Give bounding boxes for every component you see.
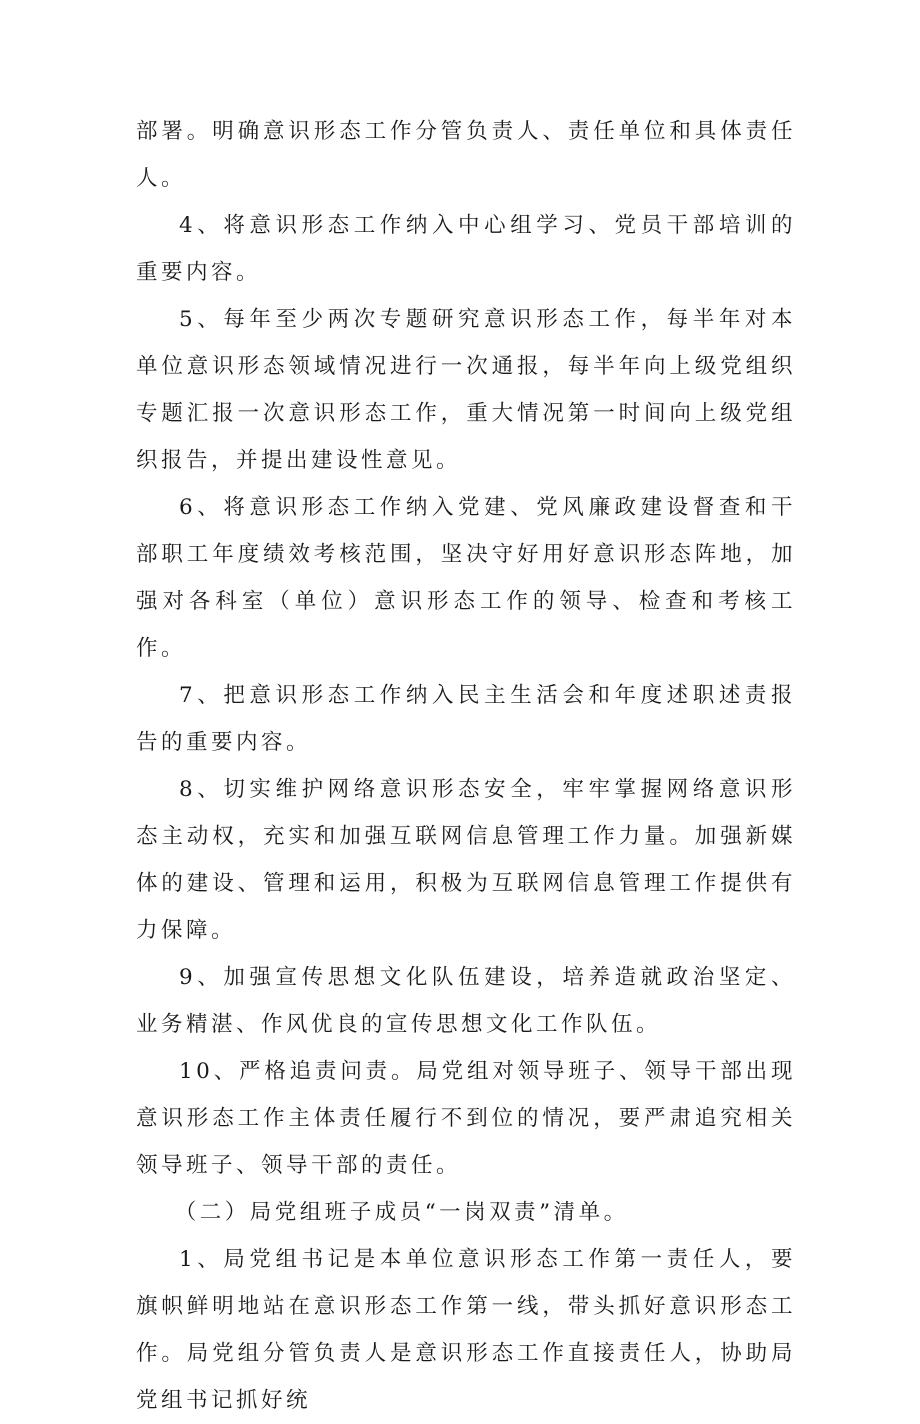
list-item-10: 10、严格追责问责。局党组对领导班子、领导干部出现意识形态工作主体责任履行不到位的情况，要严肃追究相关领导班子、领导干部的责任。 bbox=[136, 1059, 796, 1178]
document-page bbox=[136, 108, 796, 1424]
list-item-5: 5、每年至少两次专题研究意识形态工作，每半年对本单位意识形态领域情况进行一次通报，每半年向上级党组织专题汇报一次意识形态工作，重大情况第一时间向上级党组织报告，并提出建设性意见。 bbox=[136, 307, 796, 473]
list-item-4: 4、将意识形态工作纳入中心组学习、党员干部培训的重要内容。 bbox=[136, 213, 796, 285]
list-item-6: 6、将意识形态工作纳入党建、党风廉政建设督查和干部职工年度绩效考核范围，坚决守好用好意识形态阵地，加强对各科室（单位）意识形态工作的领导、检查和考核工作。 bbox=[136, 495, 796, 661]
list-item-9: 9、加强宣传思想文化队伍建设，培养造就政治坚定、业务精湛、作风优良的宣传思想文化工作队伍。 bbox=[136, 965, 796, 1037]
list-item-7: 7、把意识形态工作纳入民主生活会和年度述职述责报告的重要内容。 bbox=[136, 683, 796, 755]
list-item-8: 8、切实维护网络意识形态安全，牢牢掌握网络意识形态主动权，充实和加强互联网信息管理工作力量。加强新媒体的建设、管理和运用，积极为互联网信息管理工作提供有力保障。 bbox=[136, 777, 796, 943]
section-heading: （二）局党组班子成员“一岗双责”清单。 bbox=[174, 1200, 629, 1225]
paragraph-continuation: 部署。明确意识形态工作分管负责人、责任单位和具体责任人。 bbox=[136, 119, 796, 191]
list-item-1: 1、局党组书记是本单位意识形态工作第一责任人，要旗帜鲜明地站在意识形态工作第一线，带头抓好意识形态工作。局党组分管负责人是意识形态工作直接责任人，协助局党组书记抓好统 bbox=[136, 1247, 796, 1413]
